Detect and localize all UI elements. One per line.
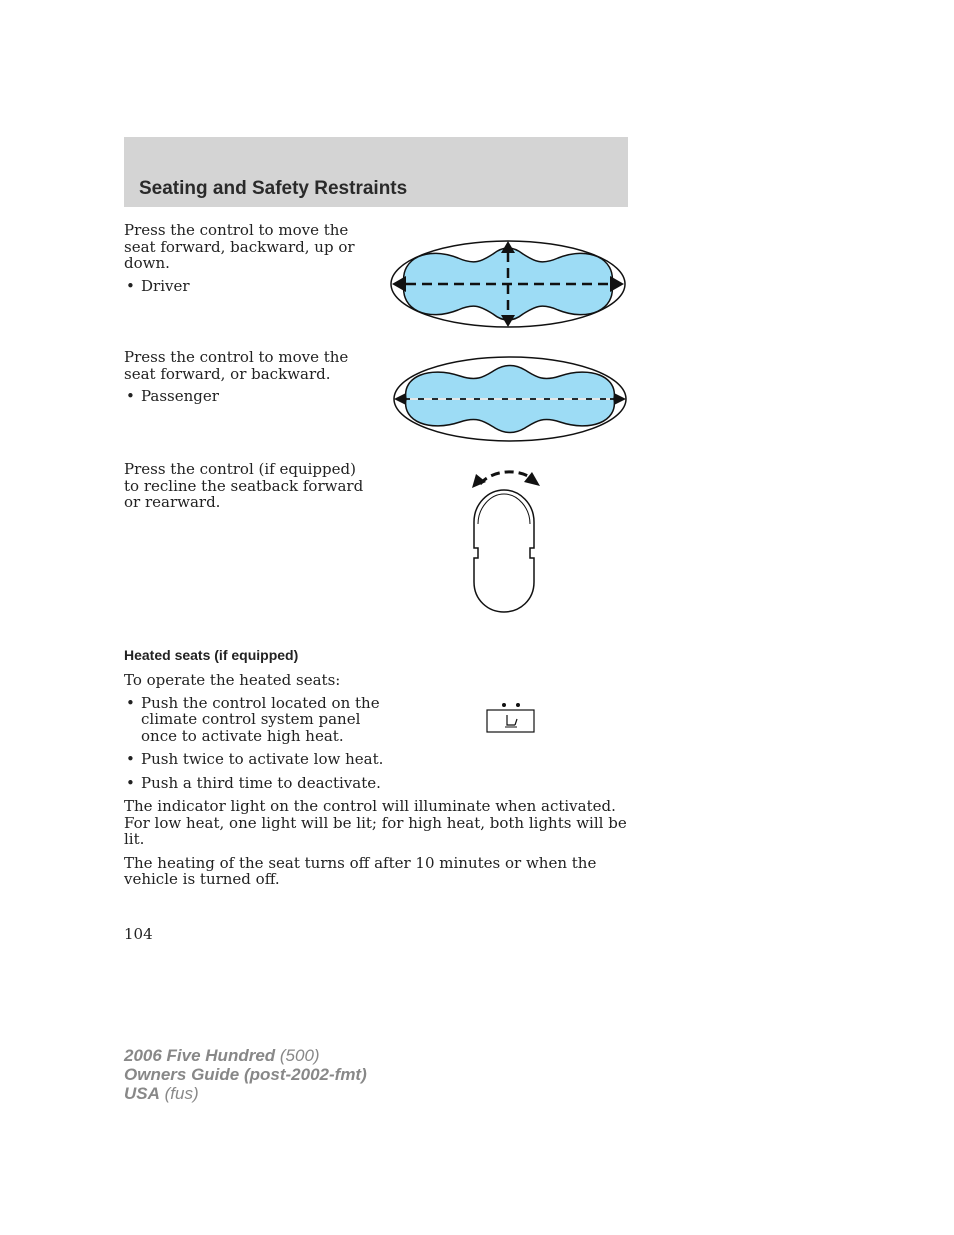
auto-off-paragraph: The heating of the seat turns off after 10 minutes or when the vehicle is turned off. — [124, 853, 597, 888]
bullet-deactivate: • Push a third time to deactivate. — [124, 775, 384, 792]
passenger-seat-text: Press the control to move the seat forward, or backward. — [124, 348, 349, 383]
arrow-back-icon — [472, 474, 486, 488]
footer-guide: Owners Guide (post-2002-fmt) — [124, 1065, 367, 1084]
heated-seat-button-illustration — [486, 701, 536, 735]
page-number: 104 — [124, 925, 153, 943]
section-header — [124, 137, 628, 207]
footer-region-line — [124, 1084, 367, 1103]
passenger-bullet-list — [124, 388, 369, 405]
driver-seat-instructions — [124, 222, 369, 301]
recline-text: Press the control (if equipped) to recline the seatback forward or rearward. — [124, 460, 364, 511]
passenger-seat-instructions — [124, 349, 369, 412]
recline-control-illustration — [462, 462, 552, 617]
indicator-light-left-icon — [502, 703, 506, 707]
footer-region-code: (fus) — [159, 1084, 199, 1103]
recline-instructions — [124, 461, 369, 511]
heated-bullet-list — [124, 695, 384, 792]
footer-model: 2006 Five Hundred — [124, 1046, 276, 1065]
bullet-low-heat: • Push twice to activate low heat. — [124, 751, 384, 768]
bullet-passenger: • Passenger — [124, 388, 369, 405]
footer-model-line — [124, 1046, 367, 1065]
indicator-light-paragraph: The indicator light on the control will illuminate when activated. For low heat, one light will be lit; for high heat, both lights will be lit. — [124, 797, 627, 848]
driver-bullet-list — [124, 278, 369, 295]
heated-seats-notes — [124, 798, 628, 888]
bullet-driver: • Driver — [124, 278, 369, 295]
driver-seat-control-illustration — [388, 238, 628, 330]
heated-seats-instructions — [124, 672, 384, 798]
indicator-light-right-icon — [516, 703, 520, 707]
bullet-high-heat: • Push the control located on the climate control system panel once to activate high heat. — [124, 695, 384, 745]
heated-seats-heading: Heated seats (if equipped) — [124, 647, 299, 663]
heated-intro: To operate the heated seats: — [124, 671, 341, 689]
footer-model-code: (500) — [275, 1046, 320, 1065]
driver-seat-text: Press the control to move the seat forward, backward, up or down. — [124, 221, 355, 272]
recline-switch-outline — [474, 490, 534, 612]
footer-region: USA — [124, 1084, 160, 1103]
section-title: Seating and Safety Restraints — [139, 178, 408, 199]
document-footer — [124, 1046, 367, 1103]
passenger-seat-control-illustration — [390, 354, 630, 446]
heated-seat-button — [487, 710, 534, 732]
footer-guide-line — [124, 1065, 367, 1084]
recline-arc — [480, 472, 528, 484]
